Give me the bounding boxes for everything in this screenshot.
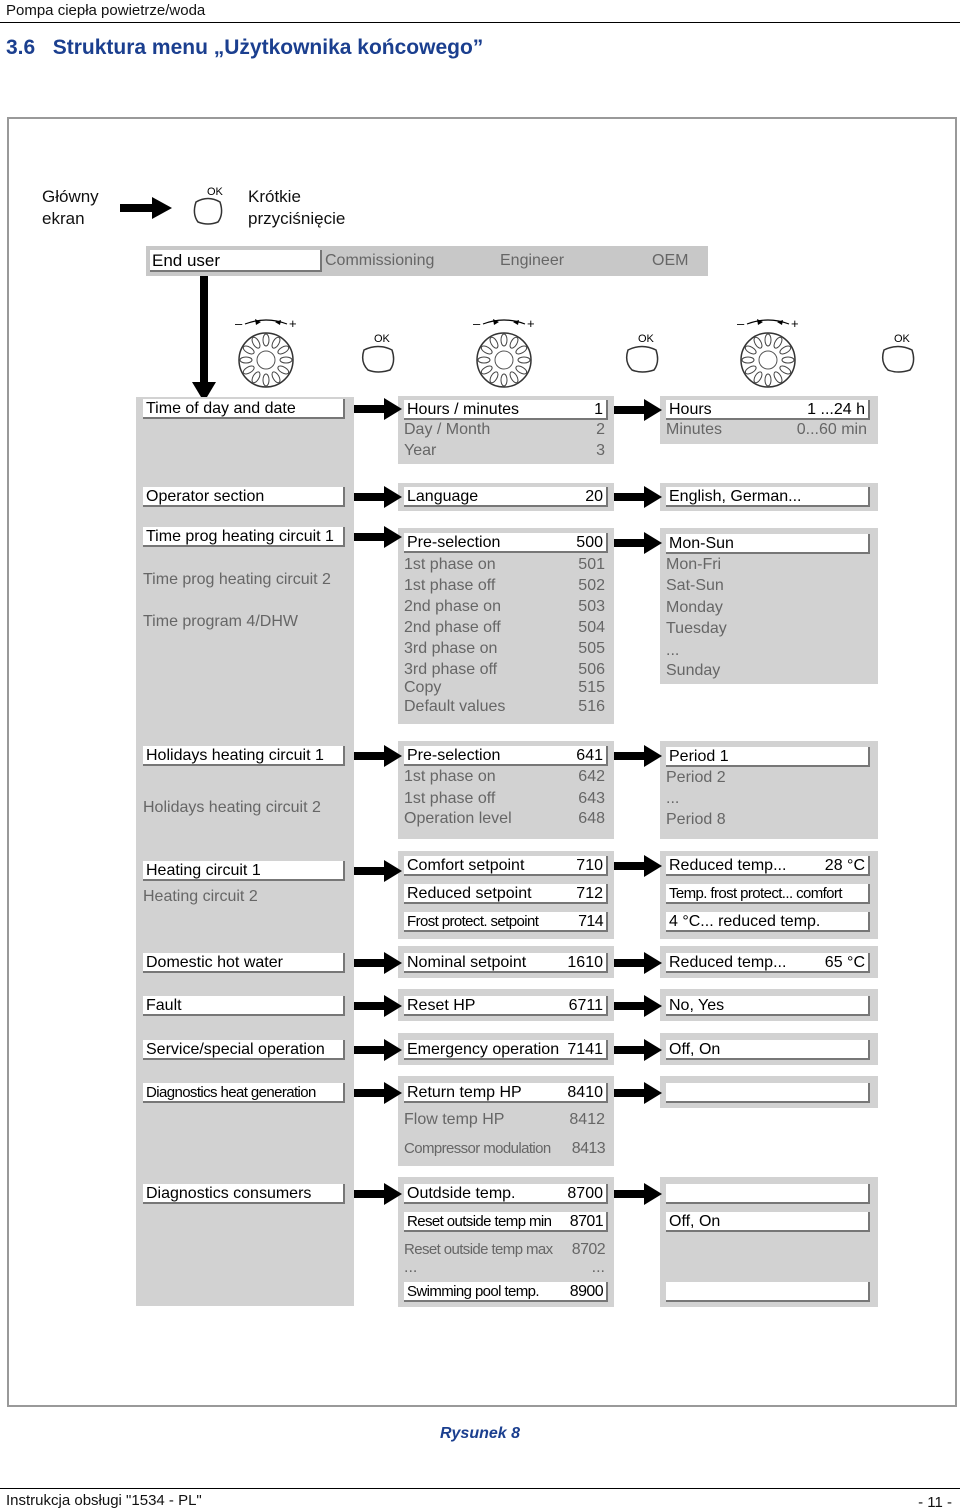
- parameter-row[interactable]: [404, 697, 608, 717]
- tab-end-user[interactable]: End user: [150, 250, 322, 272]
- value-row[interactable]: [666, 747, 870, 767]
- arrow-right-icon: [354, 952, 402, 974]
- parameter-label: Reduced setpoint: [407, 885, 532, 902]
- parameter-row[interactable]: [404, 533, 608, 553]
- access-level-tabs: [146, 246, 708, 276]
- menu-item-level1[interactable]: Heating circuit 2: [143, 888, 258, 905]
- parameter-number: 500: [576, 534, 603, 551]
- value-row[interactable]: [666, 534, 870, 554]
- value-label: Reduced temp...: [669, 857, 787, 874]
- value-label: Period 2: [666, 769, 726, 786]
- parameter-number: 8412: [569, 1111, 605, 1128]
- ok-button-icon: [188, 184, 228, 228]
- menu-item-level1[interactable]: Fault: [143, 996, 345, 1016]
- footer-page-number: - 11 -: [918, 1494, 952, 1511]
- ok-label: OK: [207, 186, 223, 198]
- footer-left: Instrukcja obsługi "1534 - PL": [6, 1492, 202, 1509]
- tab-oem[interactable]: OEM: [652, 252, 689, 269]
- value-label: English, German...: [669, 488, 802, 505]
- parameter-number: 643: [578, 790, 605, 807]
- parameter-label: Flow temp HP: [404, 1111, 505, 1128]
- section-number: 3.6: [6, 36, 36, 59]
- parameter-row[interactable]: [404, 912, 608, 932]
- parameter-label: Language: [407, 488, 479, 505]
- parameter-label: 2nd phase off: [404, 619, 501, 636]
- value-label: Sunday: [666, 662, 721, 679]
- parameter-number: 712: [576, 885, 603, 902]
- section-heading: [6, 36, 483, 60]
- parameter-number: 504: [578, 619, 605, 636]
- parameter-row[interactable]: [404, 996, 608, 1016]
- parameter-label: Frost protect. setpoint: [407, 913, 539, 930]
- parameter-number: 714: [578, 913, 603, 930]
- plus-label: +: [791, 316, 799, 331]
- minus-label: –: [473, 316, 481, 331]
- tab-commissioning[interactable]: Commissioning: [325, 252, 435, 269]
- parameter-label: Outdside temp.: [407, 1185, 516, 1202]
- parameter-number: 505: [578, 640, 605, 657]
- value-label: Mon-Fri: [666, 556, 722, 573]
- menu-item-level1[interactable]: Domestic hot water: [143, 953, 345, 973]
- parameter-label: Pre-selection: [407, 747, 501, 764]
- parameter-number: 8413: [571, 1140, 605, 1157]
- parameter-label: 1st phase off: [404, 790, 496, 807]
- value-row[interactable]: [666, 487, 870, 507]
- value-range: 28 °C: [824, 857, 865, 874]
- arrow-right-icon: [354, 745, 402, 767]
- menu-item-level1[interactable]: Time program 4/DHW: [143, 613, 298, 630]
- arrow-right-icon: [354, 860, 402, 882]
- arrow-right-icon: [354, 1039, 402, 1061]
- value-row[interactable]: [666, 856, 870, 876]
- parameter-label: Compressor modulation: [404, 1140, 551, 1157]
- menu-item-level1[interactable]: Time of day and date: [143, 399, 345, 419]
- menu-item-level1[interactable]: Service/special operation: [143, 1040, 345, 1060]
- value-label: Period 8: [666, 811, 726, 828]
- parameter-label: 1st phase on: [404, 768, 496, 785]
- parameter-number: 8900: [569, 1283, 603, 1300]
- parameter-row[interactable]: [404, 420, 608, 440]
- ok-label: OK: [374, 333, 390, 345]
- value-range: 0...60 min: [796, 421, 867, 438]
- parameter-number: 502: [578, 577, 605, 594]
- parameter-row[interactable]: [404, 1110, 608, 1130]
- ok-button-icon: [878, 330, 922, 376]
- value-label: No, Yes: [669, 997, 725, 1014]
- arrow-right-icon: [354, 995, 402, 1017]
- header-divider: [0, 22, 960, 23]
- down-arrow-shaft: [200, 276, 208, 384]
- minus-label: –: [235, 316, 243, 331]
- arrow-right-icon: [354, 1183, 402, 1205]
- parameter-number: 2: [596, 421, 605, 438]
- parameter-label: Year: [404, 442, 437, 459]
- minus-label: –: [737, 316, 745, 331]
- value-row[interactable]: [666, 1083, 870, 1103]
- value-label: Reduced temp...: [669, 954, 787, 971]
- arrow-right-icon: [354, 398, 402, 420]
- parameter-label: 1st phase off: [404, 577, 496, 594]
- arrow-right-icon: [120, 197, 172, 219]
- arrow-right-icon: [614, 995, 662, 1017]
- value-row[interactable]: [666, 641, 870, 661]
- parameter-label: Operation level: [404, 810, 512, 827]
- arrow-right-icon: [354, 486, 402, 508]
- parameter-row[interactable]: [404, 953, 608, 973]
- parameter-label: Day / Month: [404, 421, 491, 438]
- arrow-right-icon: [354, 1082, 402, 1104]
- parameter-label: 3rd phase on: [404, 640, 498, 657]
- parameter-row[interactable]: [404, 767, 608, 787]
- parameter-label: Comfort setpoint: [407, 857, 525, 874]
- parameter-label: Copy: [404, 679, 442, 696]
- parameter-row[interactable]: [404, 678, 608, 698]
- parameter-label: 2nd phase on: [404, 598, 501, 615]
- value-label: 4 °C... reduced temp.: [669, 913, 821, 930]
- parameter-number: 7141: [567, 1041, 603, 1058]
- main-screen-label: Główny ekran: [42, 187, 99, 228]
- parameter-number: 8410: [567, 1084, 603, 1101]
- parameter-row[interactable]: [404, 618, 608, 638]
- parameter-label: Reset outside temp min: [407, 1213, 552, 1230]
- parameter-row[interactable]: [404, 555, 608, 575]
- ok-label: OK: [638, 333, 654, 345]
- parameter-row[interactable]: [404, 1212, 608, 1232]
- parameter-label: Default values: [404, 698, 506, 715]
- ok-button-icon: [358, 330, 402, 376]
- arrow-right-icon: [354, 526, 402, 548]
- rotary-knob-icon: [231, 316, 301, 388]
- ok-button-icon: [622, 330, 666, 376]
- value-row[interactable]: [666, 555, 870, 575]
- parameter-row[interactable]: [404, 576, 608, 596]
- parameter-number: ...: [591, 1259, 605, 1276]
- parameter-label: Pre-selection: [407, 534, 501, 551]
- arrow-right-icon: [614, 745, 662, 767]
- value-row[interactable]: [666, 810, 870, 830]
- value-row[interactable]: [666, 1040, 870, 1060]
- parameter-number: 1610: [567, 954, 603, 971]
- value-range: 1 ...24 h: [807, 401, 865, 418]
- parameter-number: 516: [578, 698, 605, 715]
- parameter-label: Nominal setpoint: [407, 954, 527, 971]
- arrow-right-icon: [614, 952, 662, 974]
- parameter-number: 503: [578, 598, 605, 615]
- arrow-right-icon: [614, 1082, 662, 1104]
- parameter-label: Hours / minutes: [407, 401, 520, 418]
- parameter-row[interactable]: [404, 400, 608, 420]
- value-label: Temp. frost protect... comfort: [669, 885, 842, 902]
- value-label: Off, On: [669, 1041, 721, 1058]
- parameter-label: 3rd phase off: [404, 661, 498, 678]
- parameter-row[interactable]: [404, 1282, 608, 1302]
- parameter-label: Swimming pool temp.: [407, 1283, 539, 1300]
- menu-item-level1[interactable]: Operator section: [143, 487, 345, 507]
- parameter-row[interactable]: [404, 884, 608, 904]
- value-row[interactable]: [666, 996, 870, 1016]
- value-row[interactable]: [666, 576, 870, 596]
- parameter-number: 515: [578, 679, 605, 696]
- value-label: Sat-Sun: [666, 577, 724, 594]
- value-row[interactable]: [666, 598, 870, 618]
- value-row[interactable]: [666, 789, 870, 809]
- value-label: Off, On: [669, 1213, 721, 1230]
- value-row[interactable]: [666, 912, 870, 932]
- parameter-number: 501: [578, 556, 605, 573]
- value-row[interactable]: [666, 768, 870, 788]
- value-label: ...: [666, 642, 680, 659]
- parameter-label: Reset outside temp max: [404, 1241, 553, 1258]
- parameter-row[interactable]: [404, 1139, 608, 1159]
- value-row[interactable]: [666, 1282, 870, 1302]
- arrow-right-icon: [614, 399, 662, 421]
- value-label: Minutes: [666, 421, 723, 438]
- rotary-knob-icon: [733, 316, 803, 388]
- parameter-label: Return temp HP: [407, 1084, 522, 1101]
- value-row[interactable]: [666, 1184, 870, 1204]
- parameter-number: 1: [594, 401, 603, 418]
- menu-item-level1[interactable]: Diagnostics heat generation: [143, 1083, 345, 1103]
- parameter-number: 642: [578, 768, 605, 785]
- menu-item-level1[interactable]: Holidays heating circuit 1: [143, 746, 345, 766]
- value-row[interactable]: [666, 420, 870, 440]
- value-label: Mon-Sun: [669, 535, 734, 552]
- parameter-number: 8700: [567, 1185, 603, 1202]
- value-row[interactable]: [666, 619, 870, 639]
- parameter-row[interactable]: [404, 597, 608, 617]
- arrow-right-icon: [614, 855, 662, 877]
- parameter-number: 8701: [569, 1213, 603, 1230]
- plus-label: +: [289, 316, 297, 331]
- value-label: Monday: [666, 599, 723, 616]
- parameter-number: 641: [576, 747, 603, 764]
- parameter-number: 506: [578, 661, 605, 678]
- parameter-row[interactable]: [404, 487, 608, 507]
- parameter-label: Emergency operation: [407, 1041, 560, 1058]
- parameter-label: Reset HP: [407, 997, 476, 1014]
- value-row[interactable]: [666, 953, 870, 973]
- parameter-row[interactable]: [404, 789, 608, 809]
- menu-item-level1[interactable]: Holidays heating circuit 2: [143, 799, 321, 816]
- arrow-right-icon: [614, 1039, 662, 1061]
- parameter-row[interactable]: [404, 441, 608, 461]
- parameter-label: 1st phase on: [404, 556, 496, 573]
- arrow-right-icon: [614, 532, 662, 554]
- parameter-label: ...: [404, 1259, 418, 1276]
- section-title: Struktura menu „Użytkownika końcowego”: [52, 36, 484, 59]
- arrow-right-icon: [614, 486, 662, 508]
- ok-label: OK: [894, 333, 910, 345]
- parameter-row[interactable]: [404, 1240, 608, 1260]
- parameter-row[interactable]: [404, 660, 608, 680]
- value-row[interactable]: [666, 1212, 870, 1232]
- parameter-number: 8702: [571, 1241, 605, 1258]
- parameter-row[interactable]: [404, 639, 608, 659]
- menu-item-level1[interactable]: Time prog heating circuit 1: [143, 527, 345, 547]
- tab-engineer[interactable]: Engineer: [500, 252, 565, 269]
- menu-item-level1[interactable]: Diagnostics consumers: [143, 1184, 345, 1204]
- value-label: ...: [666, 790, 680, 807]
- figure-caption: Rysunek 8: [439, 1425, 521, 1442]
- parameter-number: 3: [596, 442, 605, 459]
- value-row[interactable]: [666, 661, 870, 681]
- value-row[interactable]: [666, 884, 870, 904]
- parameter-row[interactable]: [404, 746, 608, 766]
- menu-item-level1[interactable]: Time prog heating circuit 2: [143, 571, 331, 588]
- footer-divider: [0, 1488, 960, 1489]
- parameter-row[interactable]: [404, 809, 608, 829]
- value-row[interactable]: [666, 400, 870, 420]
- value-label: Tuesday: [666, 620, 727, 637]
- value-label: Period 1: [669, 748, 729, 765]
- parameter-row[interactable]: [404, 1258, 608, 1278]
- rotary-knob-icon: [469, 316, 539, 388]
- value-label: Hours: [669, 401, 712, 418]
- parameter-row[interactable]: [404, 856, 608, 876]
- value-range: 65 °C: [824, 954, 865, 971]
- menu-item-level1[interactable]: Heating circuit 1: [143, 861, 345, 881]
- plus-label: +: [527, 316, 535, 331]
- parameter-row[interactable]: [404, 1040, 608, 1060]
- parameter-number: 6711: [568, 997, 603, 1014]
- document-title: Pompa ciepła powietrze/woda: [6, 2, 206, 19]
- short-press-label: Krótkie przyciśnięcie: [248, 187, 346, 228]
- parameter-number: 710: [576, 857, 603, 874]
- parameter-row[interactable]: [404, 1083, 608, 1103]
- parameter-number: 648: [578, 810, 605, 827]
- parameter-row[interactable]: [404, 1184, 608, 1204]
- arrow-right-icon: [614, 1183, 662, 1205]
- parameter-number: 20: [585, 488, 603, 505]
